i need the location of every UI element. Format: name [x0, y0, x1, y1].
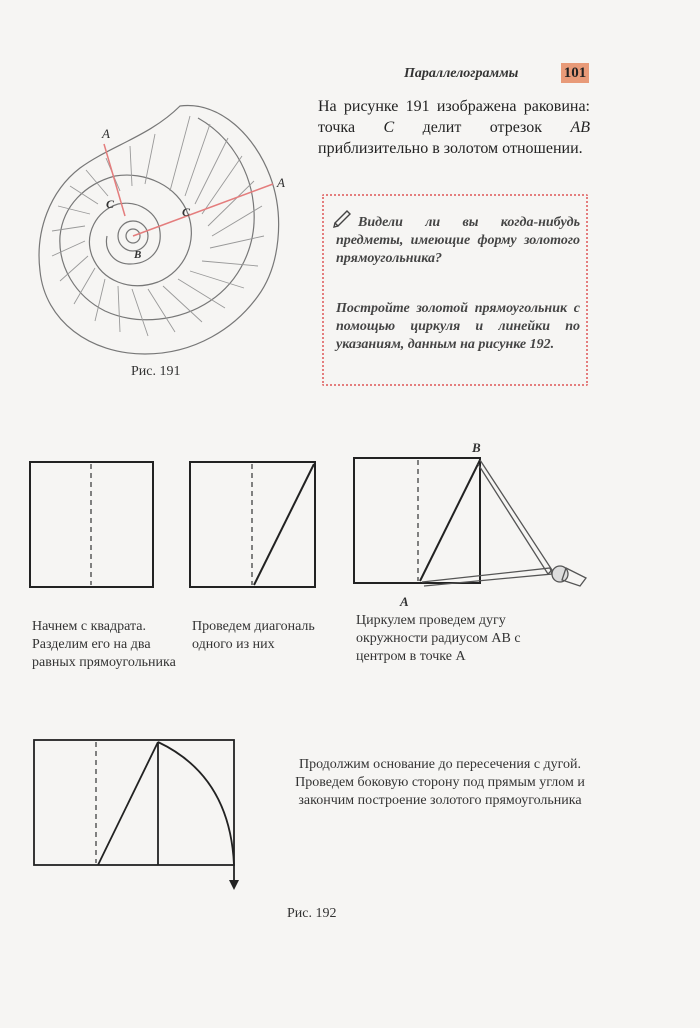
step-1-square [28, 460, 156, 590]
step-4-caption: Продолжим основание до пересечения с дугой. Проведем боковую сторону под прямым углом и закончим построение золотого прямоугольника [295, 757, 585, 808]
page-number: 101 [561, 63, 589, 83]
label-b: B [134, 249, 142, 261]
step-3-caption: Циркулем проведем дугу окружности радиусом AB с центром в точке A [356, 613, 521, 664]
figure-191-shell [30, 96, 290, 386]
step-1-caption: Начнем с квадрата. Разделим его на два равных прямоугольника [32, 619, 176, 670]
intro-text-1: На рисунке 191 изображена раковина: точка [318, 98, 590, 136]
figure-191-caption: Рис. 191 [131, 364, 181, 379]
step-3-compass [340, 434, 600, 614]
label-b: B [472, 440, 481, 455]
intro-text-2: делит отрезок [422, 119, 543, 136]
label-c-left: C [106, 197, 115, 211]
intro-segment-ab: AB [570, 119, 591, 136]
label-a: A [400, 594, 409, 609]
intro-paragraph [318, 96, 590, 159]
running-header: Параллелограммы [404, 66, 519, 81]
label-a-right: A [277, 175, 285, 190]
intro-point-c: C [383, 119, 395, 136]
question-1: Видели ли вы когда-нибудь предметы, имеющие форму золотого прямоугольника? [336, 215, 580, 266]
label-a-top: A [102, 126, 110, 141]
intro-text-3: приблизительно в золотом отношении. [318, 140, 583, 157]
step-2-caption: Проведем диагональ одного из них [192, 619, 315, 652]
label-c-right: C [182, 205, 191, 219]
step-2-diagonal [188, 460, 318, 590]
question-2: Постройте золотой прямоугольник с помощью циркуля и линейки по указаниям, данным на рисунке 192. [336, 301, 580, 352]
step-4-golden-rectangle [30, 736, 246, 896]
figure-192-caption: Рис. 192 [287, 906, 337, 921]
